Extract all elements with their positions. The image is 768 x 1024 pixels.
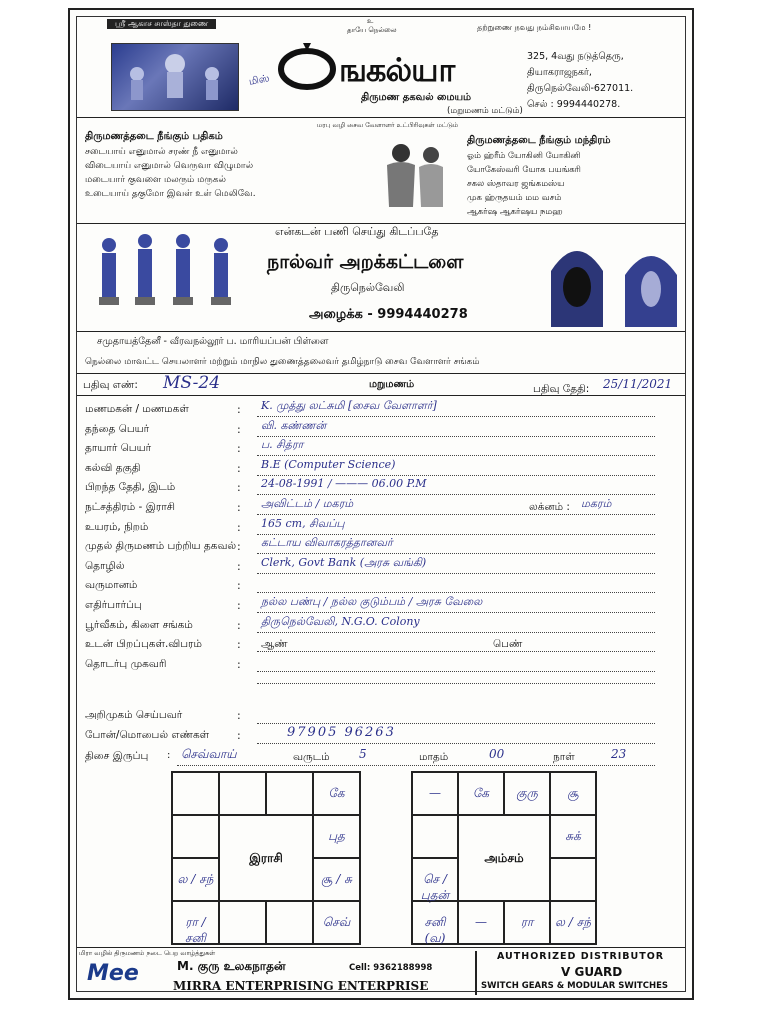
- dasa-day-value: 23: [611, 747, 627, 761]
- colon: :: [237, 461, 241, 475]
- right-verse-line: முக ஹ்ருதயம் மம வசம்: [467, 193, 562, 203]
- form-border: [76, 16, 686, 992]
- brothers-label: ஆண்: [261, 638, 288, 651]
- top-center-blessing: தாயே நெல்லை: [347, 26, 397, 34]
- logo-text: ஙகல்யா: [339, 51, 455, 89]
- colon: :: [237, 618, 241, 632]
- trust-leader: சமுதாயத்தேனீ - வீரவநல்லூர் ப. மாரியப்பன் பிள்ளை: [97, 336, 329, 347]
- phone-label: போன்/மொபைல் எண்கள்: [85, 729, 210, 741]
- footer-brand-logo: Mee: [87, 961, 139, 986]
- deity-figures-icon: [112, 44, 238, 110]
- dotted-line: [257, 671, 655, 672]
- colon: :: [237, 579, 241, 593]
- field-label: உடன் பிறப்புகள்.விபரம்: [85, 638, 202, 651]
- footer-distributor: AUTHORIZED DISTRIBUTOR: [497, 951, 665, 962]
- trust-motto: என்கடன் பணி செய்து கிடப்பதே: [275, 225, 439, 238]
- deity-painting-image: [111, 43, 239, 111]
- field-row: [77, 555, 685, 580]
- chart-house-cell: [504, 772, 550, 815]
- chart-house-cell: [458, 772, 504, 815]
- dotted-line: [257, 592, 655, 593]
- chart-center: [458, 815, 550, 901]
- tagline: மரபு வழி சைவ வேளாளர் உட்பிரிவுகள் மட்டும்: [317, 121, 459, 129]
- planet-mark: —: [429, 785, 441, 800]
- field-label: பிறந்த தேதி, இடம்: [85, 481, 176, 494]
- phone-value: 97905 96263: [287, 725, 396, 740]
- lagnam-value: மகரம்: [581, 497, 612, 510]
- chart-house-cell: [313, 772, 360, 815]
- dotted-line: [257, 416, 655, 417]
- dasa-year-value: 5: [359, 747, 367, 761]
- chart-house-cell: [412, 901, 458, 944]
- field-value: அவிட்டம் / மகரம்: [261, 497, 354, 510]
- address-line-3: திருநெல்வேலி-627011.: [527, 83, 634, 94]
- colon: :: [237, 599, 241, 612]
- chart-house-cell: [219, 772, 266, 815]
- logo-subtitle-remarriage: (மறுமணம் மட்டும்): [447, 106, 523, 116]
- footer-distributor-brand: V GUARD: [561, 965, 623, 979]
- field-label: முதல் திருமணம் பற்றிய தகவல்: [85, 540, 237, 553]
- dotted-line: [257, 455, 655, 456]
- colon: :: [237, 709, 241, 722]
- sisters-label: பெண்: [493, 638, 523, 651]
- chart-center: [219, 815, 313, 901]
- field-value: ப. சித்ரா: [261, 438, 304, 452]
- dotted-line: [257, 723, 655, 724]
- field-row: [77, 614, 685, 639]
- dotted-line: [257, 494, 655, 495]
- logo-ring-icon: [277, 43, 347, 99]
- colon: :: [237, 540, 241, 554]
- field-label: தந்தை பெயர்: [85, 422, 150, 435]
- chart-house-cell: [458, 901, 504, 944]
- divider: [77, 117, 685, 118]
- divider: [77, 331, 685, 332]
- footer-wish: மிரா வழில் திருமணம் நடை பெற வாழ்த்துகள்: [79, 949, 216, 957]
- field-value: வி. கண்ணன்: [261, 418, 327, 432]
- dotted-line: [257, 475, 655, 476]
- planet-mark: ல / சந்: [555, 914, 591, 929]
- planet-mark: சூ: [567, 785, 579, 800]
- footer-owner: M. குரு உலகநாதன்: [177, 959, 286, 973]
- dasa-month-label: மாதம்: [419, 751, 449, 763]
- left-verse-line: மடையார் குவளை மலரும் மருகல்: [85, 175, 226, 185]
- chart-house-cell: [172, 901, 219, 944]
- field-row: [77, 399, 685, 423]
- field-label: பூர்வீகம், கிளை சங்கம்: [85, 618, 193, 631]
- chart-house-cell: [412, 772, 458, 815]
- planet-mark: செ / புதன்: [420, 871, 450, 902]
- field-label: தொழில்: [85, 559, 125, 572]
- lagnam-label: லக்னம் :: [529, 501, 570, 513]
- planet-mark: ரா: [520, 914, 534, 929]
- colon: :: [237, 729, 241, 742]
- right-verse-line: ஓம் ஹ்ரீம் யோகினி யோகினி: [467, 151, 581, 161]
- colon: :: [237, 559, 241, 573]
- left-verse-line: விடையாய் எனுமால் வெருவா விழுமால்: [85, 161, 254, 171]
- chart-house-cell: [550, 858, 596, 901]
- dasa-label: திசை இருப்பு: [85, 750, 149, 762]
- right-verse-title: திருமணத்தடை நீங்கும் மந்திரம்: [467, 135, 611, 146]
- left-verse-title: திருமணத்தடை நீங்கும் பதிகம்: [85, 131, 223, 142]
- form-type-label: மறுமணம்: [369, 379, 415, 390]
- field-value: 24-08-1991 / ——— 06.00 P.M: [261, 477, 427, 491]
- dotted-line: [257, 534, 655, 535]
- field-label: நட்சத்திரம் - இராசி: [85, 501, 176, 513]
- chart-house-cell: [313, 815, 360, 858]
- field-label: கல்வி தகுதி: [85, 461, 141, 474]
- chart-house-cell: [313, 858, 360, 901]
- dotted-line: [257, 612, 655, 613]
- chart-title: இராசி: [249, 851, 283, 865]
- divider: [77, 947, 685, 948]
- planet-mark: கே: [328, 785, 345, 800]
- temple-deities-icon: [541, 231, 687, 331]
- reg-date-label: பதிவு தேதி:: [533, 383, 590, 395]
- dotted-line: [257, 514, 655, 515]
- planet-mark: ரா / சனி: [185, 914, 206, 945]
- field-row: [77, 638, 685, 658]
- address-line-1: 325, 4வது நடுத்தெரு,: [527, 51, 624, 62]
- trust-city: திருநெல்வேலி: [331, 281, 405, 294]
- nalvar-saints-icon: [87, 227, 247, 327]
- chart-house-cell: [172, 858, 219, 901]
- colon: :: [237, 403, 241, 416]
- shiva-parvati-icon: [367, 137, 463, 217]
- footer-separator: [475, 951, 477, 995]
- dotted-line: [177, 765, 655, 766]
- colon: :: [237, 442, 241, 456]
- field-label: தாயார் பெயர்: [85, 442, 152, 455]
- chart-title: அம்சம்: [484, 851, 524, 865]
- field-label: தொடர்பு முகவரி: [85, 657, 167, 670]
- colon: :: [237, 657, 241, 671]
- amsam-chart: [411, 771, 597, 945]
- reg-no-label: பதிவு எண்:: [83, 379, 138, 391]
- trust-contact: அழைக்க - 9994440278: [309, 307, 468, 322]
- field-row: [77, 418, 685, 443]
- colon: :: [237, 501, 241, 514]
- colon: :: [237, 422, 241, 436]
- planet-mark: சூ / சு: [321, 871, 352, 886]
- reg-date-value: 25/11/2021: [603, 377, 673, 391]
- dotted-line: [257, 573, 655, 574]
- dotted-line: [257, 436, 655, 437]
- planet-mark: ல / சந்: [177, 871, 214, 886]
- footer-company: MIRRA ENTERPRISING ENTERPRISE: [173, 979, 429, 993]
- dotted-line: [257, 743, 655, 744]
- chart-house-cell: [412, 815, 458, 858]
- logo-prefix: மிஸ்: [248, 73, 271, 88]
- logo-subtitle: திருமண தகவல் மையம்: [361, 92, 472, 103]
- colon: :: [237, 638, 241, 652]
- dasa-day-label: நாள்: [553, 751, 575, 763]
- dasa-month-value: 00: [489, 747, 505, 761]
- trust-leader-role: நெல்லை மாவட்ட செயலாளர் மற்றும் மாநில துணைத்தலைவர் தமிழ்நாடு சைவ வேளாளர் சங்கம்: [85, 357, 480, 367]
- trust-name: நால்வர் அறக்கட்டளை: [267, 251, 464, 273]
- divider: [77, 223, 685, 224]
- chart-house-cell: [172, 815, 219, 858]
- field-label: மணமகன் / மணமகள்: [85, 403, 189, 415]
- chart-house-cell: [219, 901, 266, 944]
- planet-mark: புத: [328, 828, 345, 843]
- colon: :: [167, 750, 171, 761]
- chart-house-cell: [550, 772, 596, 815]
- chart-house-cell: [550, 901, 596, 944]
- chart-house-cell: [266, 901, 313, 944]
- top-right-blessing: தற்றுணை நவது நம்சிவாயமே !: [477, 23, 592, 32]
- dasa-planet: செவ்வாய்: [181, 747, 237, 761]
- field-label: வருமானம்: [85, 579, 138, 592]
- right-verse-line: யோகேஸ்வரி யோக பயங்கரி: [467, 165, 581, 175]
- field-value: Clerk, Govt Bank (அரசு வங்கி): [261, 555, 427, 569]
- footer-cell: Cell: 9362188998: [349, 963, 433, 973]
- chart-house-cell: [266, 772, 313, 815]
- field-value: கட்டாய விவாகரத்தானவர்: [261, 536, 393, 550]
- chart-house-cell: [550, 815, 596, 858]
- field-row: [77, 497, 685, 521]
- address-line-2: தியாகராஜநகர்,: [527, 67, 592, 78]
- dotted-line: [257, 651, 655, 652]
- dotted-line: [257, 553, 655, 554]
- dasa-year-label: வருடம்: [293, 751, 330, 763]
- dotted-line: [257, 632, 655, 633]
- field-value: B.E (Computer Science): [261, 457, 396, 471]
- left-verse-line: சடையாய் எனுமால் சரண் நீ எனுமால்: [85, 147, 238, 157]
- planet-mark: செவ்: [322, 914, 351, 929]
- top-left-blessing: ஸ்ரீ ஆகாச சாஸ்தா துணை: [107, 19, 216, 29]
- chart-house-cell: [504, 901, 550, 944]
- field-value: திருநெல்வேலி, N.G.O. Colony: [261, 614, 420, 628]
- intro-label: அறிமுகம் செய்பவர்: [85, 709, 183, 721]
- footer-distributor-products: SWITCH GEARS & MODULAR SWITCHES: [481, 981, 669, 991]
- field-row: [77, 658, 685, 678]
- planet-mark: சுக்: [565, 828, 581, 843]
- divider: [77, 395, 685, 396]
- field-label: எதிர்பார்ப்பு: [85, 599, 142, 611]
- rasi-chart: [171, 771, 361, 945]
- chart-house-cell: [313, 901, 360, 944]
- header-phone: செல் : 9994440278.: [527, 99, 621, 110]
- om-symbol: உ: [367, 17, 374, 25]
- field-value: 165 cm, சிவப்பு: [261, 516, 345, 530]
- matrimony-form-sheet: [68, 8, 694, 1000]
- chart-house-cell: [412, 858, 458, 901]
- left-verse-line: உடையாய் தகுமோ இவள் உள் மெலிவே.: [85, 189, 256, 199]
- colon: :: [237, 520, 241, 534]
- field-label: உயரம், நிறம்: [85, 520, 149, 533]
- colon: :: [237, 481, 241, 495]
- field-value: K. முத்து லட்சுமி [சைவ வேளாளர்]: [261, 399, 437, 412]
- planet-mark: சனி (வ): [424, 914, 446, 945]
- planet-mark: —: [475, 914, 487, 929]
- chart-house-cell: [172, 772, 219, 815]
- reg-no-value: MS-24: [163, 373, 221, 393]
- dotted-line: [257, 683, 655, 684]
- field-value: நல்ல பண்பு / நல்ல குடும்பம் / அரசு வேலை: [261, 595, 483, 608]
- right-verse-line: சகல ஸ்தாவர ஜங்கமஸ்ய: [467, 179, 565, 189]
- right-verse-line: ஆகர்ஷ ஆகர்ஷய நமஹ: [467, 207, 563, 217]
- planet-mark: குரு: [516, 785, 538, 800]
- planet-mark: கே: [472, 785, 490, 800]
